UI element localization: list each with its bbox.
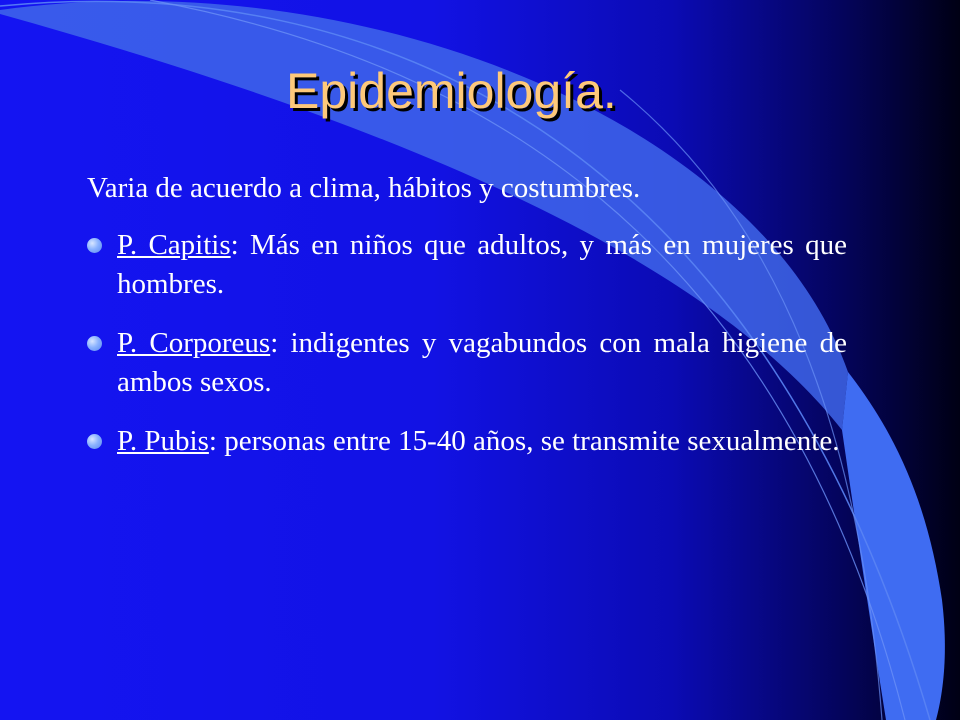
bullet-term: P. Corporeus bbox=[117, 327, 271, 359]
bullet-item-pubis bbox=[87, 422, 847, 461]
intro-text: Varia de acuerdo a clima, hábitos y costumbres. bbox=[87, 172, 641, 204]
bullet-item-corporeus bbox=[87, 324, 847, 402]
bullet-dot-icon bbox=[87, 336, 102, 351]
bullet-dot-icon bbox=[87, 434, 102, 449]
slide-title: Epidemiología. bbox=[286, 63, 617, 119]
bullet-term: P. Pubis bbox=[117, 425, 209, 457]
bullet-term: P. Capitis bbox=[117, 229, 231, 261]
bullet-text: : Más en niños que adultos, y más en mujeres que hombres. bbox=[117, 229, 847, 300]
bullet-dot-icon bbox=[87, 238, 102, 253]
bullet-list bbox=[87, 226, 847, 481]
bullet-item-capitis bbox=[87, 226, 847, 304]
bullet-text: : personas entre 15-40 años, se transmite sexualmente. bbox=[208, 425, 840, 457]
blue-accent-wave bbox=[842, 372, 945, 720]
bullet-text: : indigentes y vagabundos con mala higiene de ambos sexos. bbox=[117, 327, 847, 398]
